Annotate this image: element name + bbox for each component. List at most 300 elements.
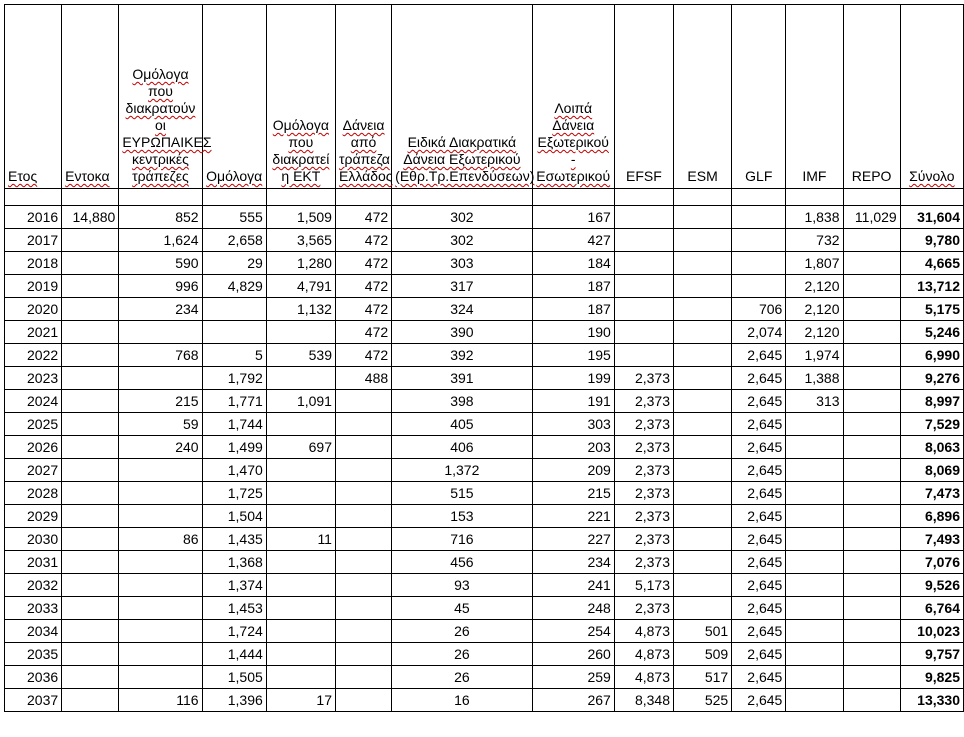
- header-cell-esm: ESM: [674, 5, 732, 189]
- cell-eu-central-banks: 86: [119, 528, 202, 551]
- cell-repo: [843, 620, 900, 643]
- table-row: [5, 252, 964, 275]
- cell-efsf: 2,373: [614, 551, 673, 574]
- cell-year: 2025: [5, 413, 62, 436]
- cell-ecb-bonds: 697: [266, 436, 335, 459]
- cell-other-loans: 254: [532, 620, 614, 643]
- cell-imf: 1,388: [786, 367, 843, 390]
- spacer-row: [5, 189, 964, 206]
- cell-repo: [843, 275, 900, 298]
- table-row: [5, 229, 964, 252]
- cell-ecb-bonds: [266, 620, 335, 643]
- cell-total: 13,712: [900, 275, 963, 298]
- header-cell-eu-central-banks: Ομόλογα που διακρατούν οι ΕΥΡΩΠΑΙΚΕΣ κεντρικές τράπεζες: [119, 5, 202, 189]
- header-cell-total: Σύνολο: [900, 5, 963, 189]
- cell-total: 5,175: [900, 298, 963, 321]
- cell-special-loans: 406: [392, 436, 532, 459]
- cell-eu-central-banks: [119, 597, 202, 620]
- cell-efsf: 8,348: [614, 689, 673, 712]
- cell-other-loans: 234: [532, 551, 614, 574]
- cell-imf: 313: [786, 390, 843, 413]
- cell-bonds: 1,725: [202, 482, 266, 505]
- cell-special-loans: 456: [392, 551, 532, 574]
- table-row: [5, 459, 964, 482]
- cell-other-loans: 227: [532, 528, 614, 551]
- cell-year: 2036: [5, 666, 62, 689]
- table-row: [5, 597, 964, 620]
- header-cell-special-loans: Ειδικά Διακρατικά Δάνεια Εξωτερικού (Εθρ.Τρ.Επενδύσεων): [392, 5, 532, 189]
- cell-year: 2018: [5, 252, 62, 275]
- cell-ecb-bonds: [266, 597, 335, 620]
- cell-bog-loans: [335, 390, 391, 413]
- cell-imf: [786, 620, 843, 643]
- cell-esm: 509: [674, 643, 732, 666]
- cell-imf: [786, 505, 843, 528]
- table-row: [5, 620, 964, 643]
- cell-bog-loans: 488: [335, 367, 391, 390]
- cell-esm: 501: [674, 620, 732, 643]
- header-cell-other-loans: Λοιπά Δάνεια Εξωτερικού - Εσωτερικού: [532, 5, 614, 189]
- header-cell-bog-loans: Δάνεια από τράπεζα Ελλάδος: [335, 5, 391, 189]
- cell-imf: 1,974: [786, 344, 843, 367]
- cell-total: 4,665: [900, 252, 963, 275]
- cell-glf: 2,645: [732, 574, 786, 597]
- cell-entoka: [62, 367, 119, 390]
- cell-imf: 2,120: [786, 275, 843, 298]
- cell-bonds: [202, 321, 266, 344]
- table-row: [5, 482, 964, 505]
- cell-entoka: [62, 321, 119, 344]
- cell-bonds: 1,435: [202, 528, 266, 551]
- cell-year: 2019: [5, 275, 62, 298]
- cell-bonds: 1,505: [202, 666, 266, 689]
- header-row: [5, 5, 964, 189]
- cell-glf: 2,645: [732, 459, 786, 482]
- cell-imf: [786, 643, 843, 666]
- cell-ecb-bonds: 1,509: [266, 206, 335, 229]
- cell-esm: [674, 206, 732, 229]
- cell-ecb-bonds: [266, 482, 335, 505]
- table-row: [5, 367, 964, 390]
- cell-efsf: [614, 229, 673, 252]
- cell-special-loans: 93: [392, 574, 532, 597]
- cell-year: 2017: [5, 229, 62, 252]
- cell-glf: 2,645: [732, 436, 786, 459]
- cell-bonds: 1,374: [202, 574, 266, 597]
- cell-imf: [786, 597, 843, 620]
- cell-efsf: 4,873: [614, 666, 673, 689]
- cell-entoka: 14,880: [62, 206, 119, 229]
- cell-imf: [786, 528, 843, 551]
- cell-entoka: [62, 390, 119, 413]
- cell-glf: 2,645: [732, 344, 786, 367]
- cell-year: 2020: [5, 298, 62, 321]
- cell-other-loans: 167: [532, 206, 614, 229]
- cell-glf: 2,645: [732, 367, 786, 390]
- cell-total: 8,063: [900, 436, 963, 459]
- cell-entoka: [62, 528, 119, 551]
- table-row: [5, 321, 964, 344]
- cell-efsf: [614, 321, 673, 344]
- cell-special-loans: 392: [392, 344, 532, 367]
- cell-eu-central-banks: 590: [119, 252, 202, 275]
- cell-esm: [674, 459, 732, 482]
- cell-total: 9,757: [900, 643, 963, 666]
- cell-other-loans: 209: [532, 459, 614, 482]
- cell-year: 2035: [5, 643, 62, 666]
- cell-esm: [674, 482, 732, 505]
- cell-bog-loans: [335, 643, 391, 666]
- cell-special-loans: 515: [392, 482, 532, 505]
- cell-other-loans: 303: [532, 413, 614, 436]
- cell-bonds: [202, 298, 266, 321]
- cell-total: 7,076: [900, 551, 963, 574]
- cell-ecb-bonds: [266, 643, 335, 666]
- cell-bonds: 1,724: [202, 620, 266, 643]
- cell-bonds: 1,771: [202, 390, 266, 413]
- cell-ecb-bonds: 1,091: [266, 390, 335, 413]
- cell-bonds: 1,444: [202, 643, 266, 666]
- cell-efsf: [614, 206, 673, 229]
- cell-bog-loans: [335, 574, 391, 597]
- cell-repo: [843, 367, 900, 390]
- cell-bonds: 1,499: [202, 436, 266, 459]
- cell-entoka: [62, 505, 119, 528]
- cell-total: 6,896: [900, 505, 963, 528]
- table-row: [5, 275, 964, 298]
- cell-imf: 1,838: [786, 206, 843, 229]
- cell-repo: [843, 252, 900, 275]
- cell-year: 2024: [5, 390, 62, 413]
- cell-total: 8,069: [900, 459, 963, 482]
- cell-year: 2028: [5, 482, 62, 505]
- cell-glf: 2,074: [732, 321, 786, 344]
- cell-year: 2032: [5, 574, 62, 597]
- cell-glf: 2,645: [732, 643, 786, 666]
- cell-efsf: 4,873: [614, 620, 673, 643]
- cell-bog-loans: [335, 436, 391, 459]
- cell-repo: [843, 229, 900, 252]
- cell-repo: [843, 551, 900, 574]
- cell-bonds: 4,829: [202, 275, 266, 298]
- cell-eu-central-banks: 215: [119, 390, 202, 413]
- cell-total: 9,780: [900, 229, 963, 252]
- cell-eu-central-banks: 234: [119, 298, 202, 321]
- cell-bog-loans: 472: [335, 275, 391, 298]
- cell-bog-loans: [335, 528, 391, 551]
- cell-eu-central-banks: [119, 367, 202, 390]
- cell-total: 13,330: [900, 689, 963, 712]
- cell-special-loans: 26: [392, 666, 532, 689]
- cell-other-loans: 191: [532, 390, 614, 413]
- cell-efsf: 2,373: [614, 413, 673, 436]
- cell-ecb-bonds: 4,791: [266, 275, 335, 298]
- cell-repo: 11,029: [843, 206, 900, 229]
- cell-special-loans: 26: [392, 620, 532, 643]
- cell-year: 2027: [5, 459, 62, 482]
- header-cell-glf: GLF: [732, 5, 786, 189]
- cell-special-loans: 16: [392, 689, 532, 712]
- cell-glf: [732, 229, 786, 252]
- cell-repo: [843, 666, 900, 689]
- header-cell-bonds: Ομόλογα: [202, 5, 266, 189]
- table-row: [5, 528, 964, 551]
- cell-other-loans: 187: [532, 298, 614, 321]
- cell-repo: [843, 689, 900, 712]
- cell-esm: [674, 551, 732, 574]
- cell-year: 2030: [5, 528, 62, 551]
- cell-esm: [674, 344, 732, 367]
- cell-efsf: 5,173: [614, 574, 673, 597]
- cell-eu-central-banks: [119, 666, 202, 689]
- cell-esm: [674, 436, 732, 459]
- cell-other-loans: 199: [532, 367, 614, 390]
- table-row: [5, 436, 964, 459]
- cell-bog-loans: 472: [335, 298, 391, 321]
- cell-other-loans: 427: [532, 229, 614, 252]
- cell-glf: [732, 275, 786, 298]
- cell-special-loans: 405: [392, 413, 532, 436]
- cell-glf: 2,645: [732, 390, 786, 413]
- cell-efsf: 4,873: [614, 643, 673, 666]
- table-row: [5, 298, 964, 321]
- cell-bog-loans: 472: [335, 321, 391, 344]
- cell-eu-central-banks: 852: [119, 206, 202, 229]
- cell-bog-loans: [335, 666, 391, 689]
- cell-glf: 2,645: [732, 505, 786, 528]
- cell-other-loans: 221: [532, 505, 614, 528]
- cell-special-loans: 153: [392, 505, 532, 528]
- cell-entoka: [62, 482, 119, 505]
- cell-glf: 2,645: [732, 528, 786, 551]
- cell-esm: [674, 275, 732, 298]
- cell-esm: 525: [674, 689, 732, 712]
- cell-repo: [843, 505, 900, 528]
- cell-repo: [843, 321, 900, 344]
- cell-special-loans: 716: [392, 528, 532, 551]
- cell-special-loans: 303: [392, 252, 532, 275]
- cell-esm: [674, 574, 732, 597]
- table-row: [5, 689, 964, 712]
- header-cell-year: Ετος: [5, 5, 62, 189]
- cell-entoka: [62, 551, 119, 574]
- cell-efsf: 2,373: [614, 367, 673, 390]
- cell-bonds: 1,396: [202, 689, 266, 712]
- cell-bog-loans: [335, 597, 391, 620]
- cell-eu-central-banks: [119, 620, 202, 643]
- cell-glf: 2,645: [732, 689, 786, 712]
- cell-bonds: 1,470: [202, 459, 266, 482]
- cell-glf: 706: [732, 298, 786, 321]
- cell-repo: [843, 459, 900, 482]
- cell-ecb-bonds: [266, 551, 335, 574]
- cell-special-loans: 317: [392, 275, 532, 298]
- cell-glf: [732, 206, 786, 229]
- cell-glf: 2,645: [732, 551, 786, 574]
- table-row: [5, 413, 964, 436]
- cell-total: 6,764: [900, 597, 963, 620]
- cell-glf: [732, 252, 786, 275]
- cell-entoka: [62, 275, 119, 298]
- cell-efsf: [614, 344, 673, 367]
- cell-esm: [674, 505, 732, 528]
- cell-bog-loans: 472: [335, 344, 391, 367]
- cell-efsf: 2,373: [614, 482, 673, 505]
- header-cell-efsf: EFSF: [614, 5, 673, 189]
- cell-imf: 2,120: [786, 298, 843, 321]
- cell-bonds: 2,658: [202, 229, 266, 252]
- cell-special-loans: 302: [392, 229, 532, 252]
- cell-esm: [674, 252, 732, 275]
- cell-esm: [674, 367, 732, 390]
- cell-entoka: [62, 597, 119, 620]
- cell-imf: [786, 482, 843, 505]
- cell-total: 31,604: [900, 206, 963, 229]
- cell-year: 2029: [5, 505, 62, 528]
- cell-imf: 2,120: [786, 321, 843, 344]
- cell-repo: [843, 298, 900, 321]
- cell-entoka: [62, 689, 119, 712]
- cell-repo: [843, 344, 900, 367]
- cell-repo: [843, 597, 900, 620]
- cell-bonds: 1,792: [202, 367, 266, 390]
- table-row: [5, 505, 964, 528]
- cell-efsf: [614, 275, 673, 298]
- table-row: [5, 574, 964, 597]
- cell-esm: [674, 528, 732, 551]
- cell-year: 2026: [5, 436, 62, 459]
- cell-special-loans: 398: [392, 390, 532, 413]
- cell-ecb-bonds: 539: [266, 344, 335, 367]
- cell-other-loans: 203: [532, 436, 614, 459]
- cell-entoka: [62, 229, 119, 252]
- cell-efsf: 2,373: [614, 597, 673, 620]
- cell-eu-central-banks: [119, 551, 202, 574]
- cell-eu-central-banks: 59: [119, 413, 202, 436]
- cell-entoka: [62, 574, 119, 597]
- cell-repo: [843, 390, 900, 413]
- cell-year: 2034: [5, 620, 62, 643]
- cell-ecb-bonds: 17: [266, 689, 335, 712]
- cell-other-loans: 260: [532, 643, 614, 666]
- cell-other-loans: 215: [532, 482, 614, 505]
- cell-special-loans: 1,372: [392, 459, 532, 482]
- cell-year: 2033: [5, 597, 62, 620]
- cell-other-loans: 248: [532, 597, 614, 620]
- cell-total: 9,276: [900, 367, 963, 390]
- cell-special-loans: 390: [392, 321, 532, 344]
- header-cell-repo: REPO: [843, 5, 900, 189]
- cell-year: 2023: [5, 367, 62, 390]
- cell-esm: [674, 413, 732, 436]
- cell-bog-loans: 472: [335, 206, 391, 229]
- cell-bog-loans: 472: [335, 229, 391, 252]
- cell-efsf: 2,373: [614, 505, 673, 528]
- cell-year: 2021: [5, 321, 62, 344]
- cell-year: 2037: [5, 689, 62, 712]
- cell-total: 9,825: [900, 666, 963, 689]
- cell-total: 6,990: [900, 344, 963, 367]
- cell-glf: 2,645: [732, 620, 786, 643]
- cell-repo: [843, 528, 900, 551]
- cell-eu-central-banks: 996: [119, 275, 202, 298]
- cell-total: 8,997: [900, 390, 963, 413]
- cell-repo: [843, 643, 900, 666]
- cell-entoka: [62, 252, 119, 275]
- cell-total: 10,023: [900, 620, 963, 643]
- cell-bog-loans: [335, 505, 391, 528]
- cell-bonds: 5: [202, 344, 266, 367]
- cell-special-loans: 26: [392, 643, 532, 666]
- cell-repo: [843, 482, 900, 505]
- cell-bonds: 1,744: [202, 413, 266, 436]
- cell-eu-central-banks: [119, 643, 202, 666]
- cell-imf: [786, 413, 843, 436]
- cell-bog-loans: [335, 551, 391, 574]
- cell-efsf: [614, 298, 673, 321]
- cell-special-loans: 302: [392, 206, 532, 229]
- cell-eu-central-banks: 116: [119, 689, 202, 712]
- cell-year: 2022: [5, 344, 62, 367]
- cell-ecb-bonds: [266, 505, 335, 528]
- cell-eu-central-banks: 768: [119, 344, 202, 367]
- debt-schedule-table: [4, 4, 964, 712]
- cell-repo: [843, 413, 900, 436]
- cell-total: 9,526: [900, 574, 963, 597]
- cell-bog-loans: [335, 482, 391, 505]
- cell-ecb-bonds: 1,132: [266, 298, 335, 321]
- cell-efsf: 2,373: [614, 436, 673, 459]
- cell-total: 5,246: [900, 321, 963, 344]
- header-cell-ecb-bonds: Ομόλογα που διακρατεί η ΕΚΤ: [266, 5, 335, 189]
- cell-bonds: 1,504: [202, 505, 266, 528]
- cell-entoka: [62, 643, 119, 666]
- cell-ecb-bonds: 3,565: [266, 229, 335, 252]
- cell-ecb-bonds: [266, 367, 335, 390]
- cell-imf: [786, 666, 843, 689]
- cell-entoka: [62, 436, 119, 459]
- cell-efsf: 2,373: [614, 528, 673, 551]
- cell-year: 2031: [5, 551, 62, 574]
- cell-special-loans: 324: [392, 298, 532, 321]
- cell-total: 7,473: [900, 482, 963, 505]
- cell-total: 7,529: [900, 413, 963, 436]
- cell-entoka: [62, 620, 119, 643]
- cell-year: 2016: [5, 206, 62, 229]
- cell-eu-central-banks: 1,624: [119, 229, 202, 252]
- cell-eu-central-banks: [119, 459, 202, 482]
- cell-imf: [786, 689, 843, 712]
- cell-glf: 2,645: [732, 413, 786, 436]
- cell-entoka: [62, 413, 119, 436]
- cell-special-loans: 391: [392, 367, 532, 390]
- cell-other-loans: 190: [532, 321, 614, 344]
- cell-ecb-bonds: [266, 666, 335, 689]
- cell-esm: [674, 298, 732, 321]
- header-cell-imf: IMF: [786, 5, 843, 189]
- table-row: [5, 551, 964, 574]
- table-row: [5, 666, 964, 689]
- cell-eu-central-banks: 240: [119, 436, 202, 459]
- cell-other-loans: 259: [532, 666, 614, 689]
- cell-entoka: [62, 666, 119, 689]
- cell-ecb-bonds: [266, 459, 335, 482]
- table-row: [5, 344, 964, 367]
- cell-glf: 2,645: [732, 597, 786, 620]
- cell-other-loans: 195: [532, 344, 614, 367]
- table-row: [5, 390, 964, 413]
- cell-efsf: 2,373: [614, 390, 673, 413]
